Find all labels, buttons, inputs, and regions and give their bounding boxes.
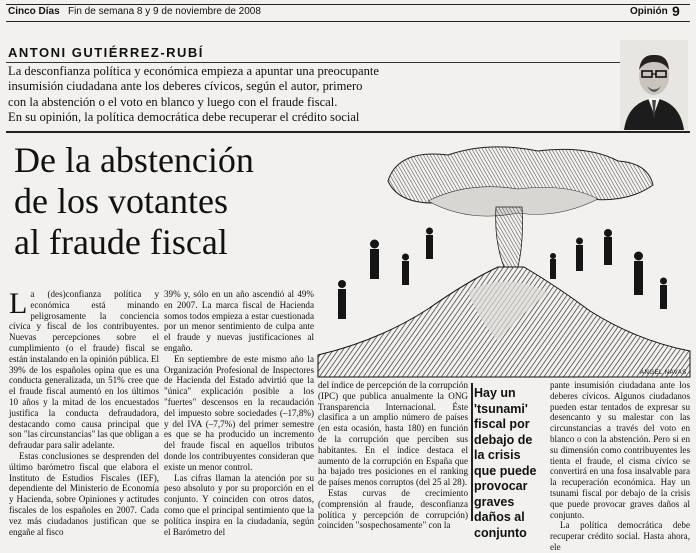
body-column-2 [164,289,314,537]
paragraph: Las cifras llaman la atención por su peso absoluto y por su proporción en el conjunto. Y coinciden con otros datos, como que el principal sentimiento que la política inspira en la ciudadanía, según el Barómetro del [164,472,314,537]
paragraph: Estas curvas de crecimiento (comprensión al fraude, desconfianza política y percepción de corrupción) coinciden "sospechosamente" con la [318,487,468,531]
paragraph: a (des)confianza política y económica está minando peligrosamente la conciencia cívica y fiscal de los contribuyentes. Nuevas percepciones sobre el cumplimiento (o el fraude) fiscal se están instalando en la opinión pública. El 39% de los españoles opina que es una conducta generalizada, un 51% cree que el fraude fiscal aumentó en los últimos 10 años y la mitad de los encuestados justifica la conducta defraudadora, destacando como causa principal que son "las circunstancias" las que obligan a defraudar para salir adelante. [9,289,159,451]
standfirst-line: En su opinión, la política democrática debe recuperar el crédito social [8,110,360,125]
body-column-4 [550,380,690,552]
headline [14,140,314,263]
section-name: Opinión [630,6,668,17]
pull-quote-rule [471,383,473,521]
body-column-3 [318,380,468,531]
paragraph: La política democrática debe recuperar crédito social. Hasta ahora, ele [550,520,690,552]
headline-line: De la abstención [14,140,254,180]
paragraph: pante insumisión ciudadana ante los deberes cívicos. Algunos ciudadanos pueden estar tentados de expresar su desencanto y su malestar con las circunstancias a través del voto en blanco o con la abstención. Pero si en su dimensión como contribuyentes les tienta el fraude, el cisma cívico se convertirá en una fosa insalvable para la recuperación económica. Hay un tsunami fiscal por debajo de la crisis que puede provocar graves daños al conjunto. [550,380,690,520]
headline-line: de los votantes [14,181,228,221]
standfirst-line: con la abstención o el voto en blanco y luego con el fraude fiscal. [8,94,338,109]
headline-line: al fraude fiscal [14,222,228,262]
author-portrait [620,40,688,130]
byline-rule [6,62,626,63]
body-column-1 [9,287,159,537]
author-byline: ANTONI GUTIÉRREZ-RUBÍ [8,45,204,60]
paragraph: del índice de percepción de la corrupción (IPC) que publica anualmente la ONG Transparencia Internacional. Éste clasifica a un amplio número de países (en esta ocasión, hasta 180) en función de la corrupción que perciben sus habitantes. En el índice destaca el aumento de la corrupción en España que ha bajado tres posiciones en el ranking de países menos corruptos (del 25 al 28). [318,380,468,488]
section-rule [6,131,690,133]
paragraph: En septiembre de este mismo año la Organización Profesional de Inspectores de Hacienda del Estado advirtió que la "única" explicación posible a los "fuertes" descensos en la recaudación del impuesto sobre sociedades (–17,8%) y del IVA (–7,7%) del primer semestre es que se ha producido un incremento del fraude fiscal en aquellos tributos donde los contribuyentes consideran que existe un menor control. [164,353,314,472]
illustration-credit: ÁNGEL NAVAS [640,370,687,376]
page-number: 9 [672,3,680,19]
standfirst [8,64,608,126]
publication-name: Cinco Días [8,6,60,17]
drop-cap: L [9,287,28,320]
standfirst-line: La desconfianza política y económica empieza a apuntar una preocupante [8,64,379,78]
paragraph: Estas conclusiones se desprenden del último barómetro fiscal que elabora el Instituto de Estudios Fiscales (IEF), dependiente del Ministerio de Economía y Hacienda, sobre Opiniones y actitudes fiscales de los españoles en 2007. Cada vez más ciudadanos justifican que se engañe al fisco [9,450,159,537]
standfirst-line: insumisión ciudadana ante los deberes cívicos, según el autor, primero [8,79,363,94]
pull-quote: Hay un 'tsunami' fiscal por debajo de la crisis que puede provocar graves daños al conjunto [474,386,537,540]
issue-date: Fin de semana 8 y 9 de noviembre de 2008 [68,6,261,17]
article-illustration [318,141,690,377]
paragraph: 39% y, sólo en un año ascendió al 49% en 2007. La marca fiscal de Hacienda somos todos empieza a estar cuestionada por un menor sentimiento de culpa ante el fraude y nuevas justificaciones al engaño. [164,289,314,353]
